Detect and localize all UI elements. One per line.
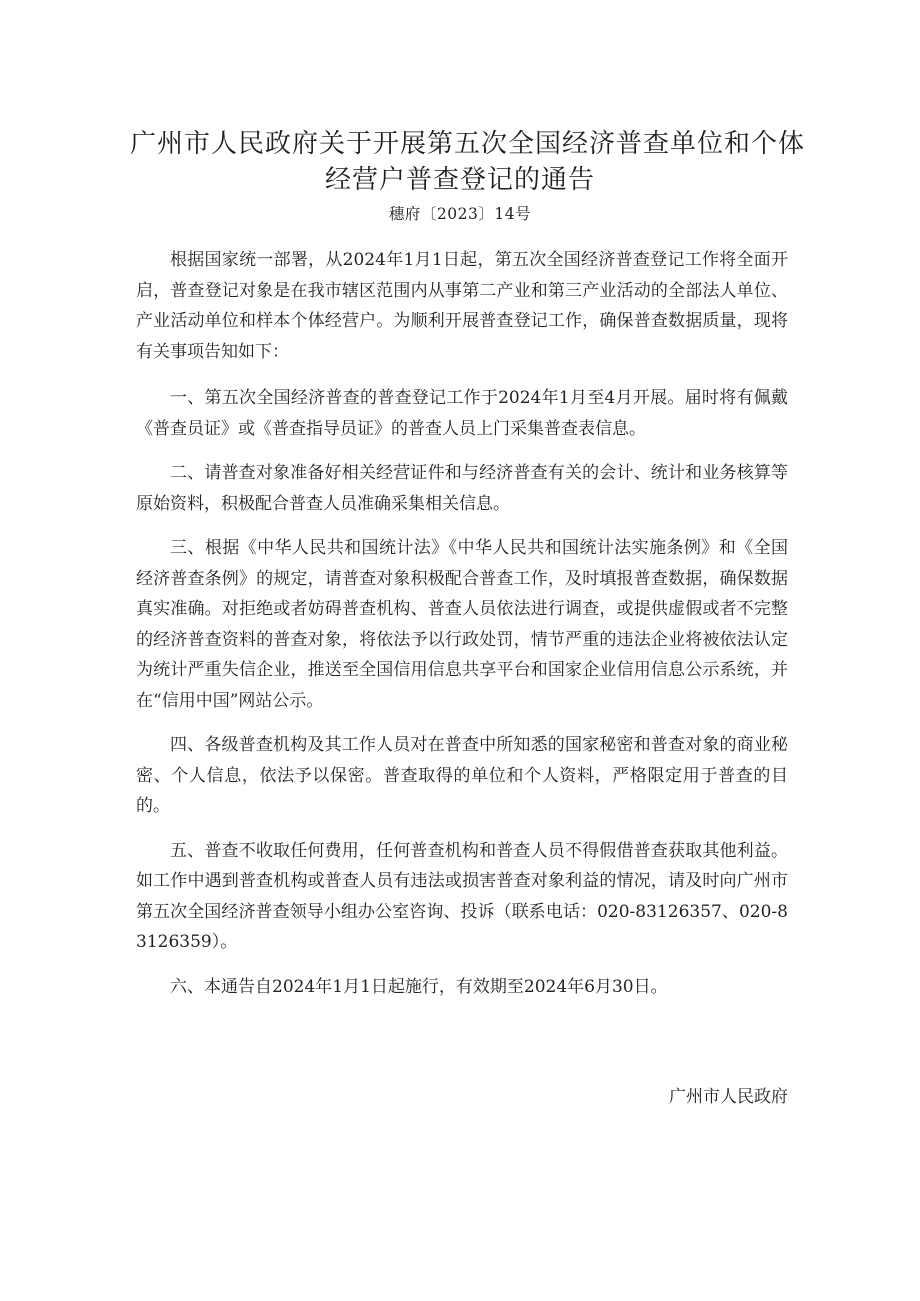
paragraph-item-1: 一、第五次全国经济普查的普查登记工作于2024年1月至4月开展。届时将有佩戴《普查员证》或《普查指导员证》的普查人员上门采集普查表信息。 bbox=[136, 388, 788, 439]
paragraph-item-2: 二、请普查对象准备好相关经营证件和与经济普查有关的会计、统计和业务核算等原始资料，积极配合普查人员准确采集相关信息。 bbox=[136, 463, 788, 514]
paragraph-intro: 根据国家统一部署，从2024年1月1日起，第五次全国经济普查登记工作将全面开启，普查登记对象是在我市辖区范围内从事第二产业和第三产业活动的全部法人单位、产业活动单位和样本个体经营户。为顺利开展普查登记工作，确保普查数据质量，现将有关事项告知如下： bbox=[136, 250, 788, 362]
paragraph-item-4: 四、各级普查机构及其工作人员对在普查中所知悉的国家秘密和普查对象的商业秘密、个人信息，依法予以保密。普查取得的单位和个人资料，严格限定用于普查的目的。 bbox=[136, 735, 788, 816]
paragraph-item-5: 五、普查不收取任何费用，任何普查机构和普查人员不得假借普查获取其他利益。如工作中遇到普查机构或普查人员有违法或损害普查对象利益的情况，请及时向广州市第五次全国经济普查领导小组办公室咨询、投诉（联系电话：020-83126357、020-83126359）。 bbox=[136, 840, 788, 952]
document-number: 穗府〔2023〕14号 bbox=[388, 205, 532, 223]
paragraph-item-3: 三、根据《中华人民共和国统计法》《中华人民共和国统计法实施条例》和《全国经济普查条例》的规定，请普查对象积极配合普查工作，及时填报普查数据，确保数据真实准确。对拒绝或者妨碍普查机构、普查人员依法进行调查，或提供虚假或者不完整的经济普查资料的普查对象，将依法予以行政处罚，情节严重的违法企业将被依法认定为统计严重失信企业，推送至全国信用信息共享平台和国家企业信用信息公示系统，并在“信用中国”网站公示。 bbox=[136, 538, 788, 711]
title-block bbox=[130, 126, 806, 226]
document-title-line-1: 广州市人民政府关于开展第五次全国经济普查单位和个体 bbox=[130, 129, 806, 159]
paragraph-item-6: 六、本通告自2024年1月1日起施行，有效期至2024年6月30日。 bbox=[170, 976, 668, 997]
document-body bbox=[136, 245, 788, 1016]
document-title-line-2: 经营户普查登记的通告 bbox=[324, 165, 595, 195]
signature-issuer: 广州市人民政府 bbox=[669, 1087, 788, 1107]
